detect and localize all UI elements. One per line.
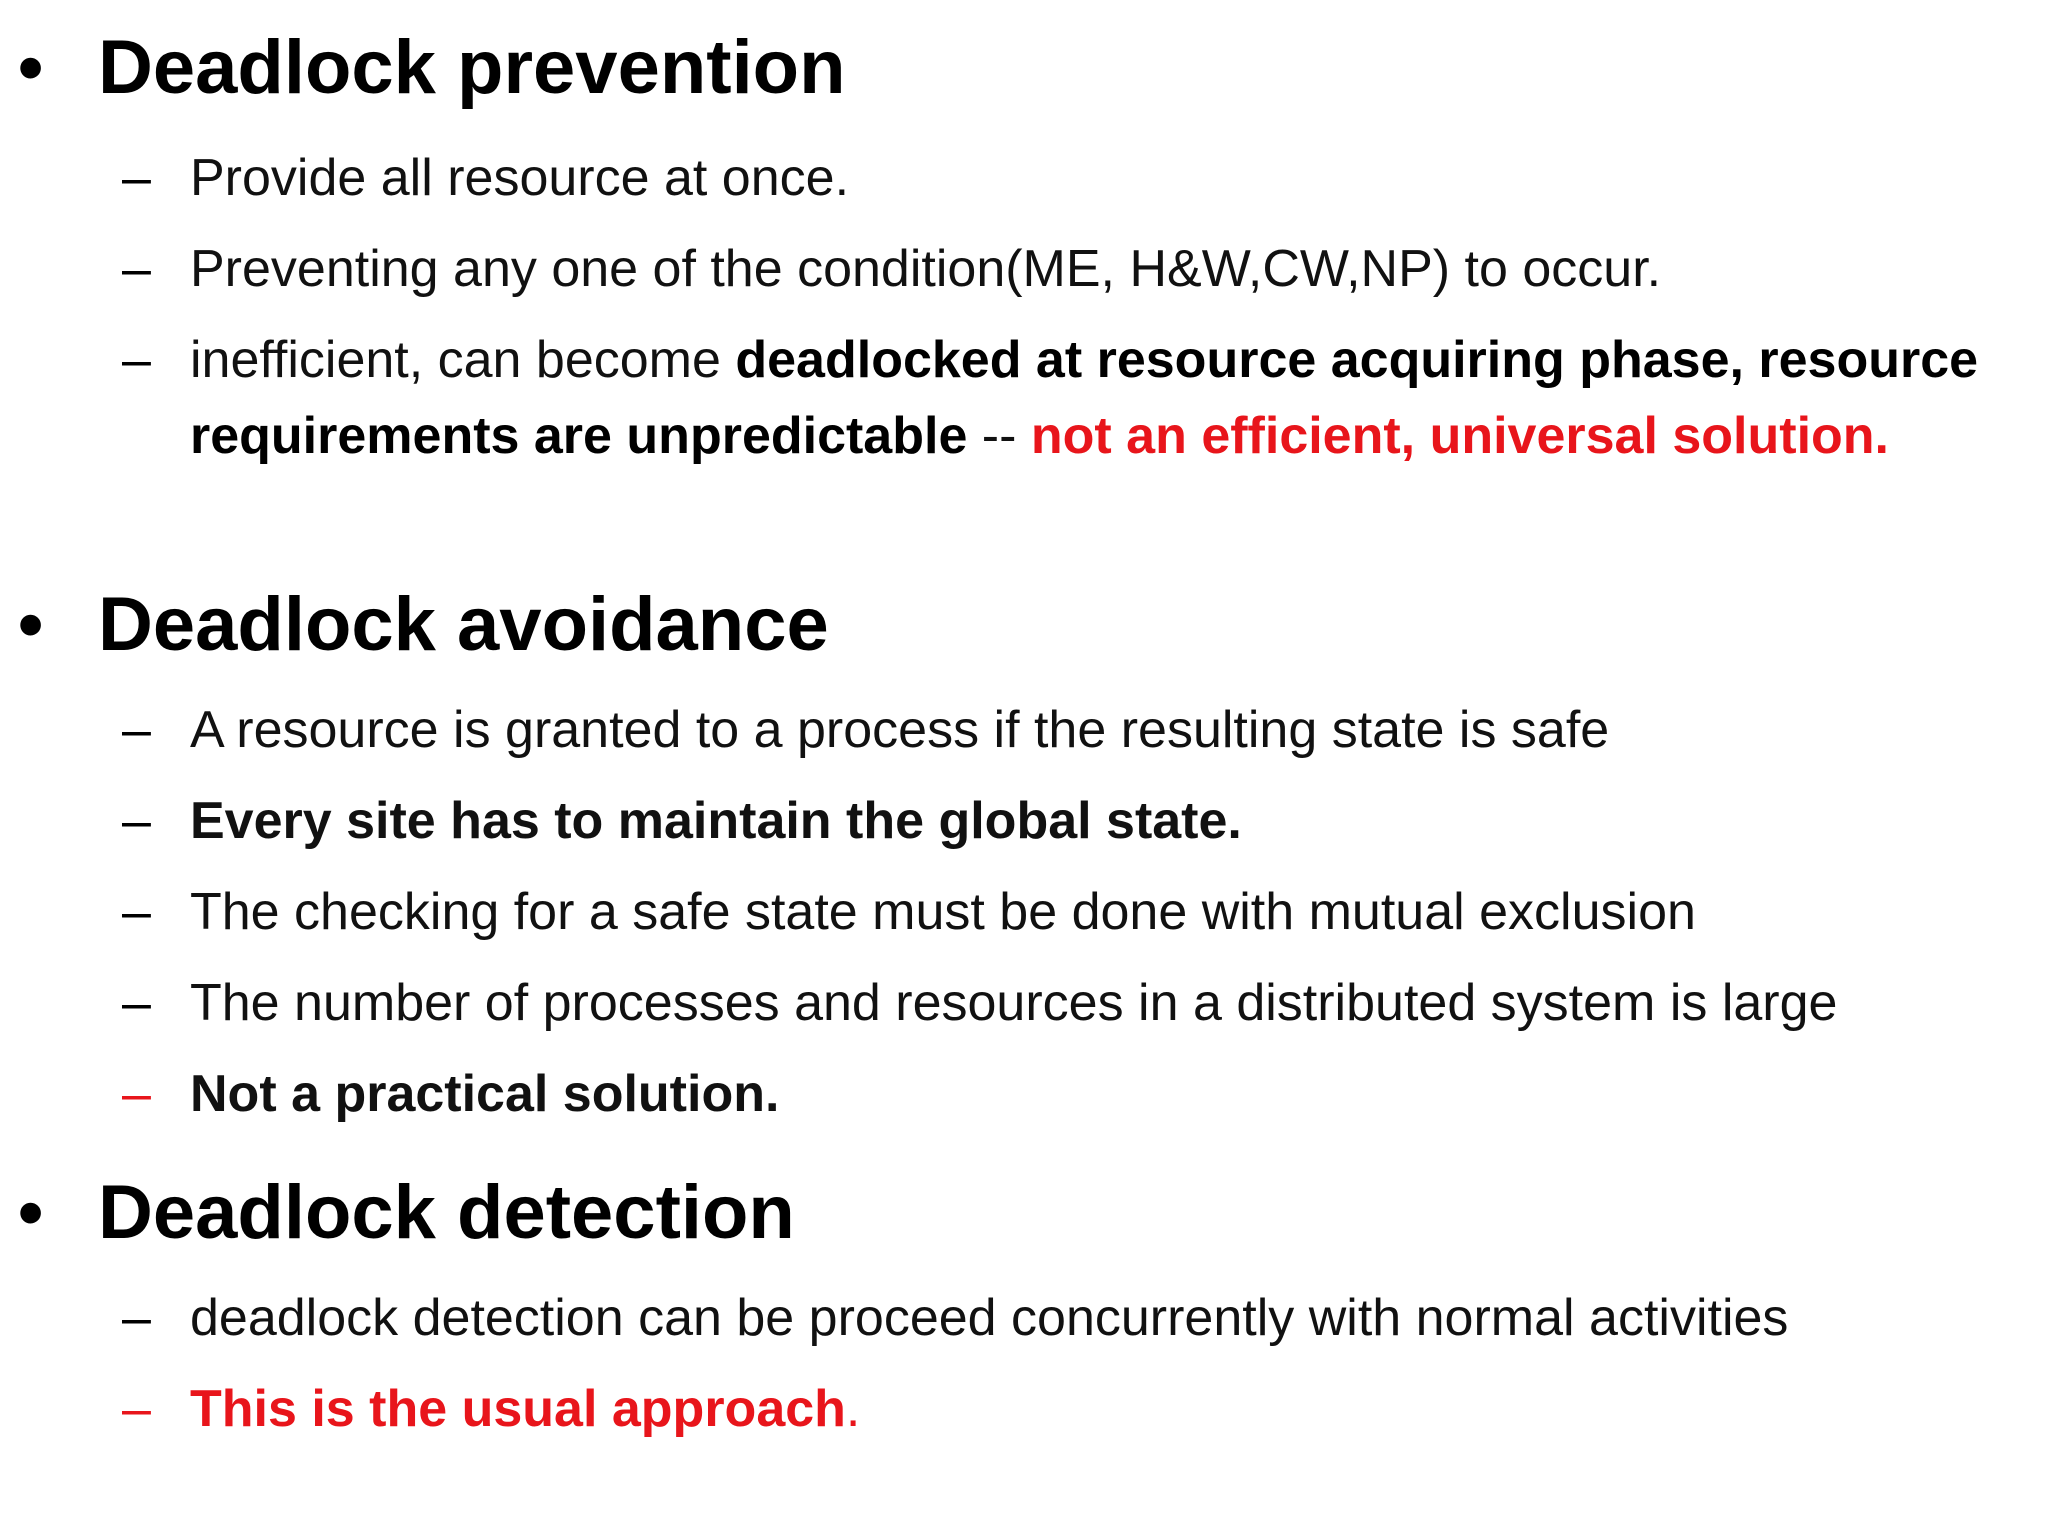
item-text: The checking for a safe state must be done with mutual exclusion (190, 883, 1696, 941)
item-text-red: not an efficient, universal solution. (1030, 407, 1889, 465)
bullet-icon: • (18, 28, 44, 108)
dash-icon: – (122, 149, 151, 207)
item-text-bold: deadlocked at resource acquiring phase, resource requirements are unpredictable (190, 331, 1979, 465)
section-title: Deadlock detection (98, 1170, 795, 1255)
section-heading (0, 577, 2048, 677)
item-text (190, 322, 2020, 474)
item-text: The number of processes and resources in a distributed system is large (190, 974, 1838, 1032)
item-text: Preventing any one of the condition(ME, H&W,CW,NP) to occur. (190, 240, 1662, 298)
dash-icon: – (122, 792, 151, 850)
dash-icon: – (122, 240, 151, 298)
dash-icon: – (122, 974, 151, 1032)
section-heading (0, 1165, 2048, 1265)
dash-icon: – (122, 1065, 151, 1123)
section-title: Deadlock avoidance (98, 582, 829, 667)
dash-icon: – (122, 883, 151, 941)
section-title: Deadlock prevention (98, 25, 846, 110)
section-heading (0, 20, 2048, 120)
item-text: A resource is granted to a process if the resulting state is safe (190, 701, 1610, 759)
dash-icon: – (122, 1289, 151, 1347)
item-text: Every site has to maintain the global state. (190, 792, 1242, 850)
item-text-red: This is the usual approach (190, 1380, 846, 1438)
dash-icon: – (122, 1380, 151, 1438)
bullet-icon: • (18, 1173, 44, 1253)
item-text: Not a practical solution. (190, 1065, 780, 1123)
bullet-icon: • (18, 585, 44, 665)
item-text-separator: -- (967, 407, 1031, 465)
item-text (190, 1371, 2010, 1447)
item-text-plain: inefficient, can become (190, 331, 736, 389)
item-text-suffix: . (845, 1380, 861, 1438)
item-text: Provide all resource at once. (190, 149, 850, 207)
item-text: deadlock detection can be proceed concurrently with normal activities (190, 1289, 1789, 1347)
dash-icon: – (122, 331, 151, 389)
dash-icon: – (122, 701, 151, 759)
